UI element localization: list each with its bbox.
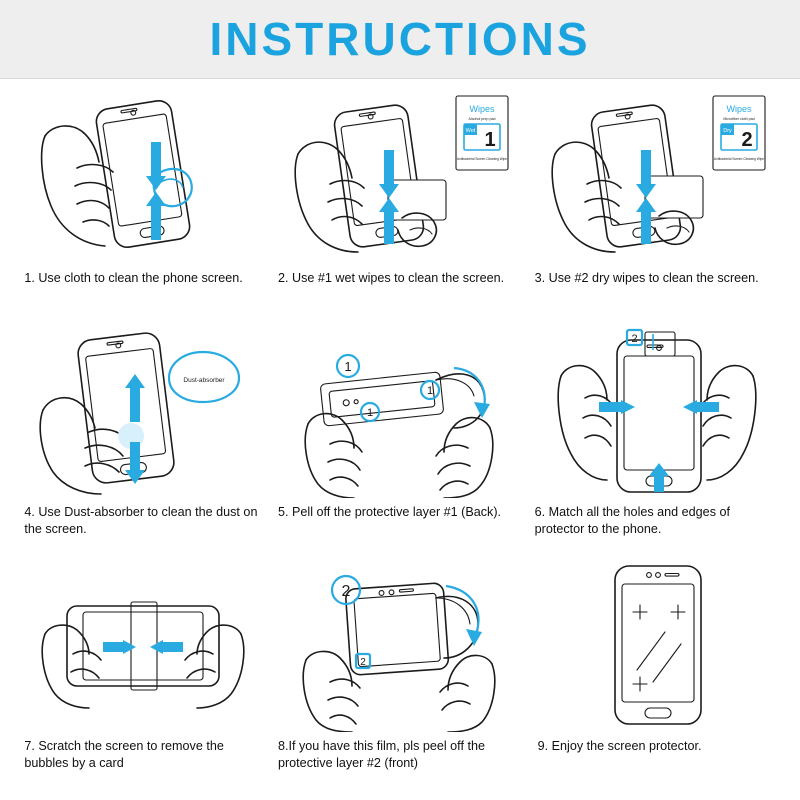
step-8-illustration bbox=[284, 558, 516, 732]
page-header bbox=[0, 0, 800, 79]
step-8-caption: 8.If you have this film, pls peel off the protective layer #2 (front) bbox=[277, 739, 485, 770]
peel-direction-arrow bbox=[454, 368, 490, 418]
packet-type-1: Wet bbox=[465, 128, 476, 134]
tab-label-2b: 2 bbox=[360, 657, 366, 668]
step-7-caption: 7. Scratch the screen to remove the bubbles by a card bbox=[24, 739, 224, 770]
step-2-illustration bbox=[284, 90, 516, 264]
packet-subtitle-2: Microfiber cloth pad bbox=[722, 117, 755, 121]
tab-label-1a: 1 bbox=[344, 359, 352, 374]
packet-footer-2: Antibacterial Screen Cleaning Wipe bbox=[713, 157, 764, 161]
step-card-1 bbox=[18, 86, 269, 318]
phone-outline bbox=[333, 104, 425, 249]
step-6-caption: 6. Match all the holes and edges of protector to the phone. bbox=[534, 505, 730, 536]
steps-grid bbox=[18, 86, 782, 786]
step-5-caption: 5. Pell off the protective layer #1 (Back). bbox=[277, 505, 502, 519]
step-card-7 bbox=[18, 554, 269, 786]
step-card-5 bbox=[275, 320, 526, 552]
step-1-illustration bbox=[27, 90, 259, 264]
step-6-illustration bbox=[541, 324, 773, 498]
step-card-3 bbox=[531, 86, 782, 318]
tab-callout-1-a bbox=[337, 355, 359, 377]
step-card-2 bbox=[275, 86, 526, 318]
packet-title-2: Wipes bbox=[726, 104, 752, 114]
step-2-caption: 2. Use #1 wet wipes to clean the screen. bbox=[277, 271, 505, 285]
step-9-caption: 9. Enjoy the screen protector. bbox=[537, 739, 702, 753]
step-9-illustration bbox=[541, 558, 773, 732]
page-title: INSTRUCTIONS bbox=[209, 13, 591, 65]
step-3-illustration bbox=[541, 90, 773, 264]
step-4-illustration bbox=[27, 324, 259, 498]
packet-number-1: 1 bbox=[484, 129, 496, 151]
packet-title-1: Wipes bbox=[469, 104, 495, 114]
phone-outline bbox=[615, 566, 701, 724]
phone-outline-landscape bbox=[67, 606, 219, 686]
dust-absorber-label: Dust-absorber bbox=[183, 377, 225, 384]
wipe-packet-1 bbox=[456, 96, 508, 170]
step-3-caption: 3. Use #2 dry wipes to clean the screen. bbox=[534, 271, 759, 285]
step-1-caption: 1. Use cloth to clean the phone screen. bbox=[24, 271, 243, 285]
step-card-8 bbox=[275, 554, 526, 786]
tab-label-1c: 1 bbox=[366, 407, 374, 419]
step-7-illustration bbox=[27, 558, 259, 732]
wipe-packet-2 bbox=[713, 96, 765, 170]
step-card-4 bbox=[18, 320, 269, 552]
phone-outline bbox=[77, 332, 176, 485]
tab-label-1b: 1 bbox=[426, 385, 434, 397]
tab-label-2: 2 bbox=[631, 333, 638, 345]
packet-footer-1: Antibacterial Screen Cleaning Wipe bbox=[456, 157, 508, 161]
step-5-illustration bbox=[284, 324, 516, 498]
step-4-caption: 4. Use Dust-absorber to clean the dust on the screen. bbox=[24, 505, 258, 536]
packet-type-2: Dry bbox=[722, 128, 732, 134]
dust-absorber-sticker bbox=[169, 352, 239, 402]
packet-subtitle-1: Alcohol prep pad bbox=[468, 117, 496, 121]
tab-label-2a: 2 bbox=[341, 583, 351, 600]
step-card-6 bbox=[531, 320, 782, 552]
step-card-9 bbox=[531, 554, 782, 786]
packet-number-2: 2 bbox=[741, 129, 753, 151]
